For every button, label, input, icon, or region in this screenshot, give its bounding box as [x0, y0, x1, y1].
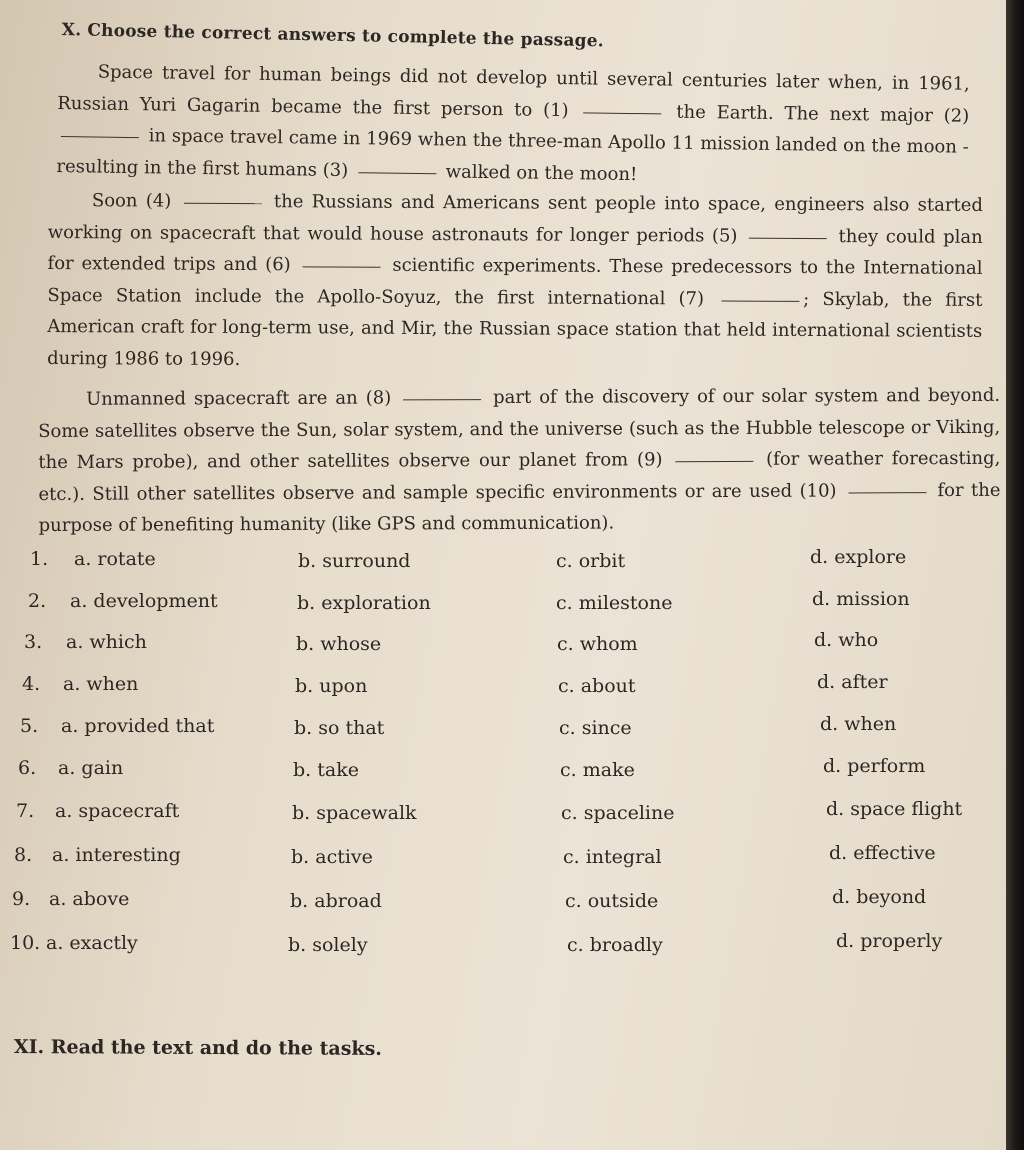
passage-text: Unmanned spacecraft are an (8): [86, 387, 400, 410]
passage-text: for the purpose of benefiting humanity (like GPS and communication).: [38, 479, 1001, 536]
option-a: a. interesting: [52, 844, 181, 866]
option-b: b. abroad: [290, 890, 382, 912]
option-c: c. spaceline: [561, 802, 675, 824]
question-number: 6.: [18, 757, 37, 779]
passage-text: Space travel for human beings did not develop until several centuries later when, in 1961, Russian Yuri Gagarin became the first person to (1): [57, 61, 970, 121]
option-a: a. provided that: [61, 715, 215, 737]
passage-text: part of the discovery of our solar system and beyond. Some satellites observe the Sun, solar system, and the universe (such as the Hubble telescope or Viking, the Mars probe), and other satellites observe our planet from (9): [38, 384, 1001, 473]
option-b: b. whose: [296, 633, 382, 655]
question-row: [0, 844, 1006, 874]
passage-text: scientific experiments. These predecessors to the International Space Station include the Apollo-Soyuz, the first international (7): [47, 254, 983, 310]
option-c: c. about: [558, 675, 636, 697]
option-a: a. when: [63, 673, 139, 695]
question-number: 1.: [30, 548, 49, 570]
section-heading: X. Choose the correct answers to complete the passage.: [61, 20, 605, 52]
answer-blank: [358, 171, 436, 174]
question-number: 3.: [24, 631, 43, 653]
question-row: [0, 932, 1006, 962]
question-row: [0, 673, 1006, 703]
question-number: 4.: [22, 673, 41, 695]
option-c: c. outside: [565, 890, 659, 912]
option-a: a. gain: [58, 757, 124, 779]
answer-blank: [583, 111, 661, 114]
option-d: d. perform: [823, 755, 926, 777]
passage-text: the Russians and Americans sent people into space, engineers also started working on spacecraft that would house astronauts for longer periods (5): [47, 191, 983, 247]
option-b: b. active: [291, 846, 373, 868]
question-number: 8.: [14, 844, 33, 866]
passage-text: they could plan for extended trips and (6): [47, 225, 983, 276]
passage-paragraph-2: [47, 185, 983, 379]
option-b: b. spacewalk: [292, 802, 417, 824]
option-d: d. who: [814, 629, 879, 651]
option-c: c. broadly: [567, 934, 663, 956]
passage-text: walked on the moon!: [439, 160, 638, 185]
option-d: d. explore: [810, 546, 907, 568]
option-c: c. make: [560, 759, 635, 781]
answer-blank: [848, 491, 926, 493]
option-a: a. exactly: [46, 932, 138, 954]
option-a: a. spacecraft: [55, 800, 180, 822]
option-b: b. exploration: [297, 592, 431, 614]
option-b: b. upon: [295, 675, 368, 697]
question-row: [0, 590, 1006, 620]
question-row: [0, 800, 1006, 830]
option-d: d. effective: [829, 842, 936, 864]
answer-blank: [303, 265, 381, 267]
option-a: a. above: [49, 888, 130, 910]
option-c: c. milestone: [556, 592, 673, 614]
passage-paragraph-1: [56, 56, 970, 195]
option-d: d. when: [820, 713, 897, 735]
option-d: d. mission: [812, 588, 910, 610]
question-row: [0, 888, 1006, 918]
question-row: [0, 715, 1006, 745]
question-row: [0, 631, 1006, 661]
answer-blank: [403, 398, 481, 400]
question-number: 9.: [12, 888, 31, 910]
question-number: 10.: [10, 932, 41, 954]
question-number: 7.: [16, 800, 35, 822]
answer-blank: [749, 236, 827, 238]
answer-blank: [721, 299, 799, 301]
option-d: d. space flight: [826, 798, 963, 820]
question-number: 2.: [28, 590, 47, 612]
passage-paragraph-3: [38, 380, 1001, 542]
passage-text: Soon (4): [91, 190, 180, 212]
question-number: 5.: [20, 715, 39, 737]
option-c: c. since: [559, 717, 632, 739]
page-edge-shadow: [1006, 0, 1024, 1150]
passage-text: ; Skylab, the first American craft for long-term use, and Mir, the Russian space station that held international scientists during 1986 to 1996.: [47, 288, 983, 370]
option-d: d. after: [817, 671, 888, 693]
passage-text: (for weather forecasting, etc.). Still other satellites observe and sample specific environments or are used (10): [38, 447, 1001, 505]
option-b: b. take: [293, 759, 359, 781]
option-a: a. which: [66, 631, 147, 653]
option-c: c. integral: [563, 846, 662, 868]
passage-text: in space travel came in 1969 when the three-man Apollo 11 mission landed on the moon - resulting in the first humans (3): [56, 125, 969, 181]
passage-text: the Earth. The next major (2): [665, 100, 970, 127]
answer-blank: [184, 202, 262, 204]
option-b: b. so that: [294, 717, 385, 739]
next-section-heading: XI. Read the text and do the tasks.: [13, 1036, 382, 1060]
option-c: c. orbit: [556, 550, 626, 572]
option-c: c. whom: [557, 633, 638, 655]
question-row: [0, 548, 1006, 578]
option-a: a. development: [70, 590, 218, 612]
answer-blank: [675, 460, 753, 462]
option-d: d. beyond: [832, 886, 927, 908]
option-a: a. rotate: [74, 548, 156, 570]
option-b: b. surround: [298, 550, 411, 572]
option-d: d. properly: [836, 930, 943, 952]
question-row: [0, 757, 1006, 787]
option-b: b. solely: [288, 934, 368, 956]
answer-blank: [61, 135, 139, 138]
